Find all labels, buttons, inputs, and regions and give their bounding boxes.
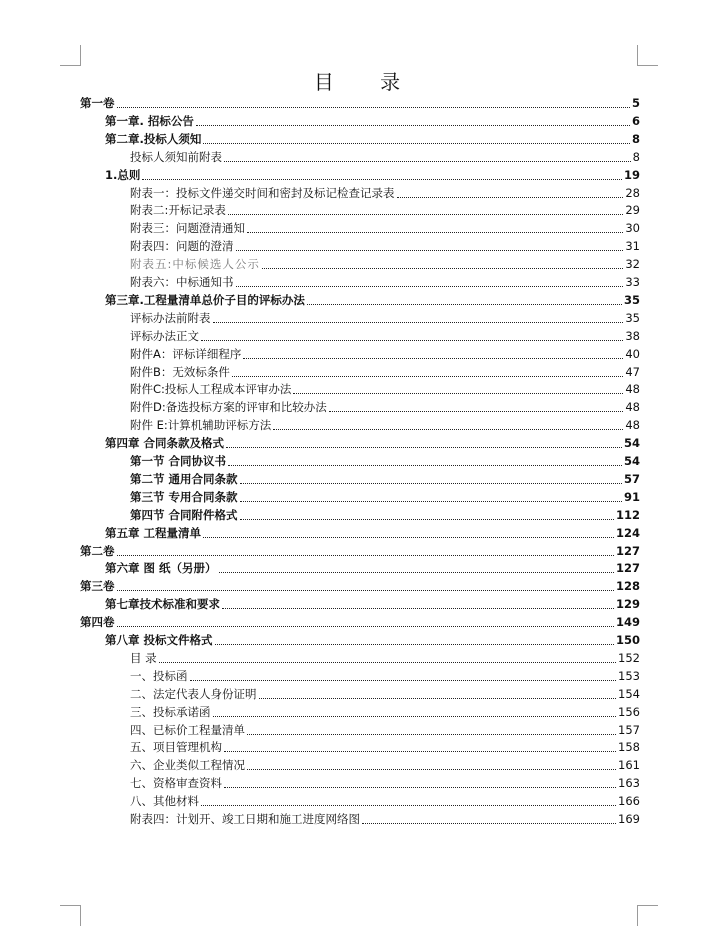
dot-leader [247,769,616,770]
dot-leader [273,429,623,430]
toc-entry[interactable] [130,237,640,255]
dot-leader [247,232,623,233]
toc-entry-page-number: 19 [623,167,640,182]
toc-entry-page-number: 40 [625,346,640,361]
toc-entry[interactable] [130,810,640,828]
dot-leader [293,393,623,394]
toc-entry[interactable] [130,756,640,774]
toc-entry-page-number: 33 [625,275,640,289]
dot-leader [117,555,614,556]
toc-entry[interactable] [105,130,640,148]
toc-entry-page-number: 112 [615,507,640,522]
dot-leader [224,161,631,162]
dot-leader [240,483,622,484]
toc-entry-page-number: 156 [618,704,640,719]
toc-entry-label: 第一章. 招标公告 [105,113,194,128]
toc-entry-label: 五、项目管理机构 [130,740,222,755]
toc-entry-page-number: 38 [625,328,640,343]
dot-leader [159,662,616,663]
dot-leader [142,179,622,180]
toc-entry-page-number: 28 [625,185,640,200]
toc-entry-page-number: 161 [618,758,640,773]
toc-entry[interactable] [130,416,640,434]
toc-entry[interactable] [130,738,640,756]
toc-entry-label: 四、已标价工程量清单 [130,722,245,737]
dot-leader [247,734,616,735]
dot-leader [262,268,623,269]
dot-leader [215,644,614,645]
dot-leader [232,376,623,377]
toc-entry-label: 评标办法前附表 [130,310,211,325]
toc-entry-page-number: 166 [618,794,640,809]
toc-entry[interactable] [105,631,640,649]
toc-entry-label: 第三卷 [80,579,115,594]
dot-leader [397,197,624,198]
toc-entry-label: 第二章.投标人须知 [105,131,202,146]
dot-leader [329,411,624,412]
dot-leader [196,125,630,126]
toc-entry-page-number: 8 [632,149,640,164]
dot-leader [362,823,616,824]
toc-entry[interactable] [130,721,640,739]
toc-entry-label: 附表三：问题澄清通知 [130,221,245,236]
toc-entry-page-number: 128 [615,579,640,594]
dot-leader [236,250,624,251]
toc-entry-label: 附表二:开标记录表 [130,203,226,218]
toc-entry-page-number: 35 [625,310,640,325]
toc-entry-page-number: 153 [618,668,640,683]
toc-entry-label: 第三章.工程量清单总价子目的评标办法 [105,292,305,307]
toc-entry[interactable] [80,94,640,112]
dot-leader [259,698,617,699]
toc-entry-label: 附件A：评标详细程序 [130,346,242,361]
page-title: 目 录 [313,70,421,94]
toc-entry[interactable] [130,327,640,345]
crop-mark-top-left [60,45,81,66]
toc-entry-page-number: 30 [625,221,640,236]
toc-entry-label: 附表一：投标文件递交时间和密封及标记检查记录表 [130,185,395,200]
toc-entry-label: 附表五:中标候选人公示 [130,257,260,272]
crop-mark-bottom-right [637,905,658,926]
toc-entry[interactable] [130,667,640,685]
dot-leader [219,572,614,573]
toc-entry-page-number: 169 [618,812,640,826]
toc-entry-label: 目 录 [130,650,157,665]
dot-leader [236,286,624,287]
toc-entry[interactable] [130,649,640,667]
toc-entry[interactable] [105,524,640,542]
toc-entry-page-number: 163 [618,776,640,791]
toc-entry-label: 第四章 合同条款及格式 [105,436,225,451]
dot-leader [117,626,614,627]
toc-entry[interactable] [130,452,640,470]
dot-leader [228,465,622,466]
toc-entry[interactable] [130,255,640,273]
dot-leader [224,751,616,752]
toc-entry-page-number: 152 [618,650,640,665]
toc-entry[interactable] [130,184,640,202]
crop-mark-bottom-left [60,905,81,926]
toc-entry-label: 二、法定代表人身份证明 [130,686,257,701]
toc-entry-label: 第三节 专用合同条款 [130,489,238,504]
toc-entry-page-number: 48 [625,382,640,397]
toc-entry-page-number: 154 [618,686,640,701]
toc-entry[interactable] [105,595,640,613]
toc-entry[interactable] [130,219,640,237]
toc-entry[interactable] [130,470,640,488]
toc-entry-label: 附件B：无效标条件 [130,364,230,379]
toc-entry-page-number: 127 [615,561,640,576]
dot-leader [203,537,614,538]
toc-entry[interactable] [130,703,640,721]
toc-entry[interactable] [80,542,640,560]
toc-entry[interactable] [130,792,640,810]
dot-leader [117,590,614,591]
toc-entry-page-number: 91 [623,489,640,504]
toc-entry-label: 1.总则 [105,167,141,182]
toc-entry[interactable] [80,613,640,631]
toc-entry[interactable] [130,685,640,703]
toc-entry-label: 附表四：问题的澄清 [130,239,234,254]
toc-entry-label: 附件D:备选投标方案的评审和比较办法 [130,400,327,415]
toc-entry-page-number: 57 [623,471,640,486]
toc-entry[interactable] [130,488,640,506]
toc-entry[interactable] [130,380,640,398]
toc-entry-page-number: 150 [615,633,640,647]
dot-leader [228,214,623,215]
dot-leader [224,787,616,788]
toc-entry-label: 第八章 投标文件格式 [105,633,213,647]
toc-entry-label: 第二节 通用合同条款 [130,471,238,486]
dot-leader [201,805,616,806]
dot-leader [201,340,623,341]
toc-entry-label: 第五章 工程量清单 [105,525,202,540]
toc-entry-page-number: 47 [625,364,640,379]
dot-leader [117,107,630,108]
toc-entry-page-number: 6 [631,113,640,128]
toc-entry[interactable] [130,148,640,166]
toc-entry-page-number: 48 [625,400,640,415]
toc-entry-label: 一、投标函 [130,668,188,683]
toc-entry[interactable] [130,506,640,524]
toc-entry-page-number: 124 [615,525,640,540]
toc-entry[interactable] [105,291,640,309]
toc-entry-label: 附件 E:计算机辅助评标方法 [130,418,272,433]
toc-entry-label: 第七章技术标准和要求 [105,597,220,612]
toc-entry-label: 附表四：计划开、竣工日期和施工进度网络图 [130,812,360,826]
toc-entry-page-number: 129 [615,597,640,612]
toc-entry-page-number: 54 [623,454,640,468]
toc-entry[interactable] [130,398,640,416]
toc-entry-label: 八、其他材料 [130,794,199,809]
toc-entry-label: 附件C:投标人工程成本评审办法 [130,382,292,397]
dot-leader [203,143,630,144]
toc-entry[interactable] [105,112,640,130]
toc-entry-page-number: 149 [615,615,640,630]
toc-entry[interactable] [105,434,640,452]
toc-entry[interactable] [130,273,640,291]
toc-entry[interactable] [105,559,640,577]
toc-entry[interactable] [80,577,640,595]
toc-entry-label: 第二卷 [80,543,115,558]
dot-leader [226,447,622,448]
toc-entry[interactable] [130,345,640,363]
dot-leader [213,322,624,323]
dot-leader [213,716,617,717]
toc-entry-page-number: 158 [618,740,640,755]
toc-entry-label: 六、企业类似工程情况 [130,758,245,773]
toc-entry[interactable] [130,201,640,219]
toc-entry-page-number: 32 [625,257,640,272]
toc-entry[interactable] [130,309,640,327]
dot-leader [240,501,622,502]
toc-entry-label: 七、资格审查资料 [130,776,222,791]
toc-entry-label: 第六章 图 纸（另册） [105,561,217,576]
toc-entry-label: 投标人须知前附表 [130,149,222,164]
toc-entry-label: 第四卷 [80,615,115,630]
toc-entry-label: 附表六：中标通知书 [130,275,234,289]
dot-leader [307,304,622,305]
toc-entry-page-number: 35 [623,292,640,307]
toc-entry-page-number: 127 [615,543,640,558]
toc-entry[interactable] [105,166,640,184]
toc-entry-page-number: 54 [623,436,640,451]
toc-entry-page-number: 31 [625,239,640,254]
toc-entry[interactable] [130,363,640,381]
dot-leader [240,519,614,520]
toc-entry-label: 评标办法正文 [130,328,199,343]
toc-entry-page-number: 29 [625,203,640,218]
toc-entry-page-number: 5 [631,96,640,110]
toc-entry-label: 第四节 合同附件格式 [130,507,238,522]
toc-entry-label: 三、投标承诺函 [130,704,211,719]
dot-leader [190,680,617,681]
crop-mark-top-right [637,45,658,66]
toc-entry-page-number: 48 [625,418,640,433]
toc-entry-label: 第一卷 [80,96,115,110]
dot-leader [243,358,623,359]
dot-leader [222,608,614,609]
toc-entry[interactable] [130,774,640,792]
toc-entry-label: 第一节 合同协议书 [130,454,227,468]
toc-entry-page-number: 157 [618,722,640,737]
toc-entry-page-number: 8 [631,131,640,146]
